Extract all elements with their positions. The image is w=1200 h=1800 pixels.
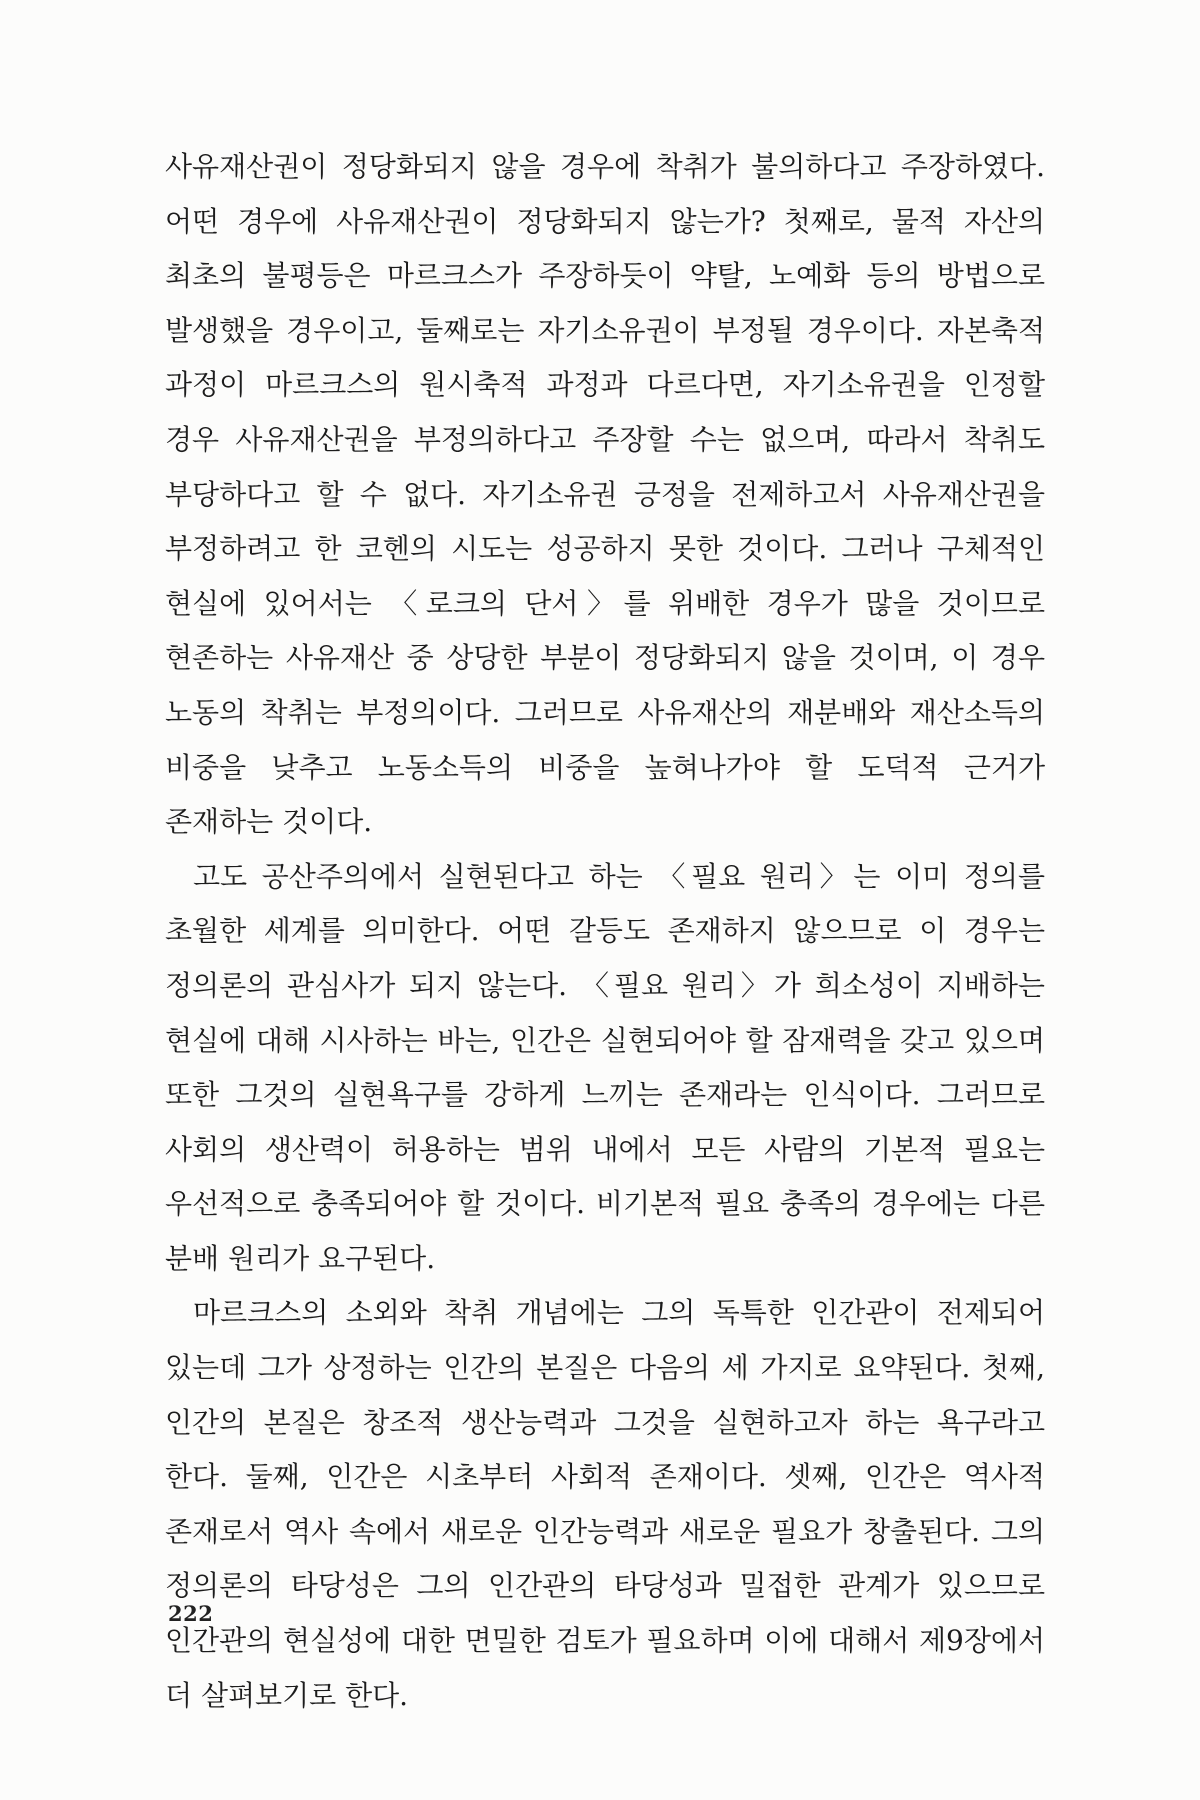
body-text [165, 140, 1045, 1723]
page-number: 222 [168, 1601, 214, 1626]
paragraph-2: 고도 공산주의에서 실현된다고 하는 〈필요 원리〉는 이미 정의를 초월한 세계를 의미한다. 어떤 갈등도 존재하지 않으므로 이 경우는 정의론의 관심사가 되지 않는다. 〈필요 원리〉가 희소성이 지배하는 현실에 대해 시사하는 바는, 인간은 실현되어야 할 잠재력을 갖고 있으며 또한 그것의 실현욕구를 강하게 느끼는 존재라는 인식이다. 그러므로 사회의 생산력이 허용하는 범위 내에서 모든 사람의 기본적 필요는 우선적으로 충족되어야 할 것이다. 비기본적 필요 충족의 경우에는 다른 분배 원리가 요구된다. [165, 859, 1045, 1275]
paragraph-3: 마르크스의 소외와 착취 개념에는 그의 독특한 인간관이 전제되어 있는데 그가 상정하는 인간의 본질은 다음의 세 가지로 요약된다. 첫째, 인간의 본질은 창조적 생산능력과 그것을 실현하고자 하는 욕구라고 한다. 둘째, 인간은 시초부터 사회적 존재이다. 셋째, 인간은 역사적 존재로서 역사 속에서 새로운 인간능력과 새로운 필요가 창출된다. 그의 정의론의 타당성은 그의 인간관의 타당성과 밀접한 관계가 있으므로 인간관의 현실성에 대한 면밀한 검토가 필요하며 이에 대해서 제9장에서 더 살펴보기로 한다. [165, 1296, 1045, 1712]
paragraph-1: 사유재산권이 정당화되지 않을 경우에 착취가 불의하다고 주장하였다. 어떤 경우에 사유재산권이 정당화되지 않는가? 첫째로, 물적 자산의 최초의 불평등은 마르크스가 주장하듯이 약탈, 노예화 등의 방법으로 발생했을 경우이고, 둘째로는 자기소유권이 부정될 경우이다. 자본축적 과정이 마르크스의 원시축적 과정과 다르다면, 자기소유권을 인정할 경우 사유재산권을 부정의하다고 주장할 수는 없으며, 따라서 착취도 부당하다고 할 수 없다. 자기소유권 긍정을 전제하고서 사유재산권을 부정하려고 한 코헨의 시도는 성공하지 못한 것이다. 그러나 구체적인 현실에 있어서는 〈로크의 단서〉를 위배한 경우가 많을 것이므로 현존하는 사유재산 중 상당한 부분이 정당화되지 않을 것이며, 이 경우 노동의 착취는 부정의이다. 그러므로 사유재산의 재분배와 재산소득의 비중을 낮추고 노동소득의 비중을 높혀나가야 할 도덕적 근거가 존재하는 것이다. [165, 150, 1045, 839]
